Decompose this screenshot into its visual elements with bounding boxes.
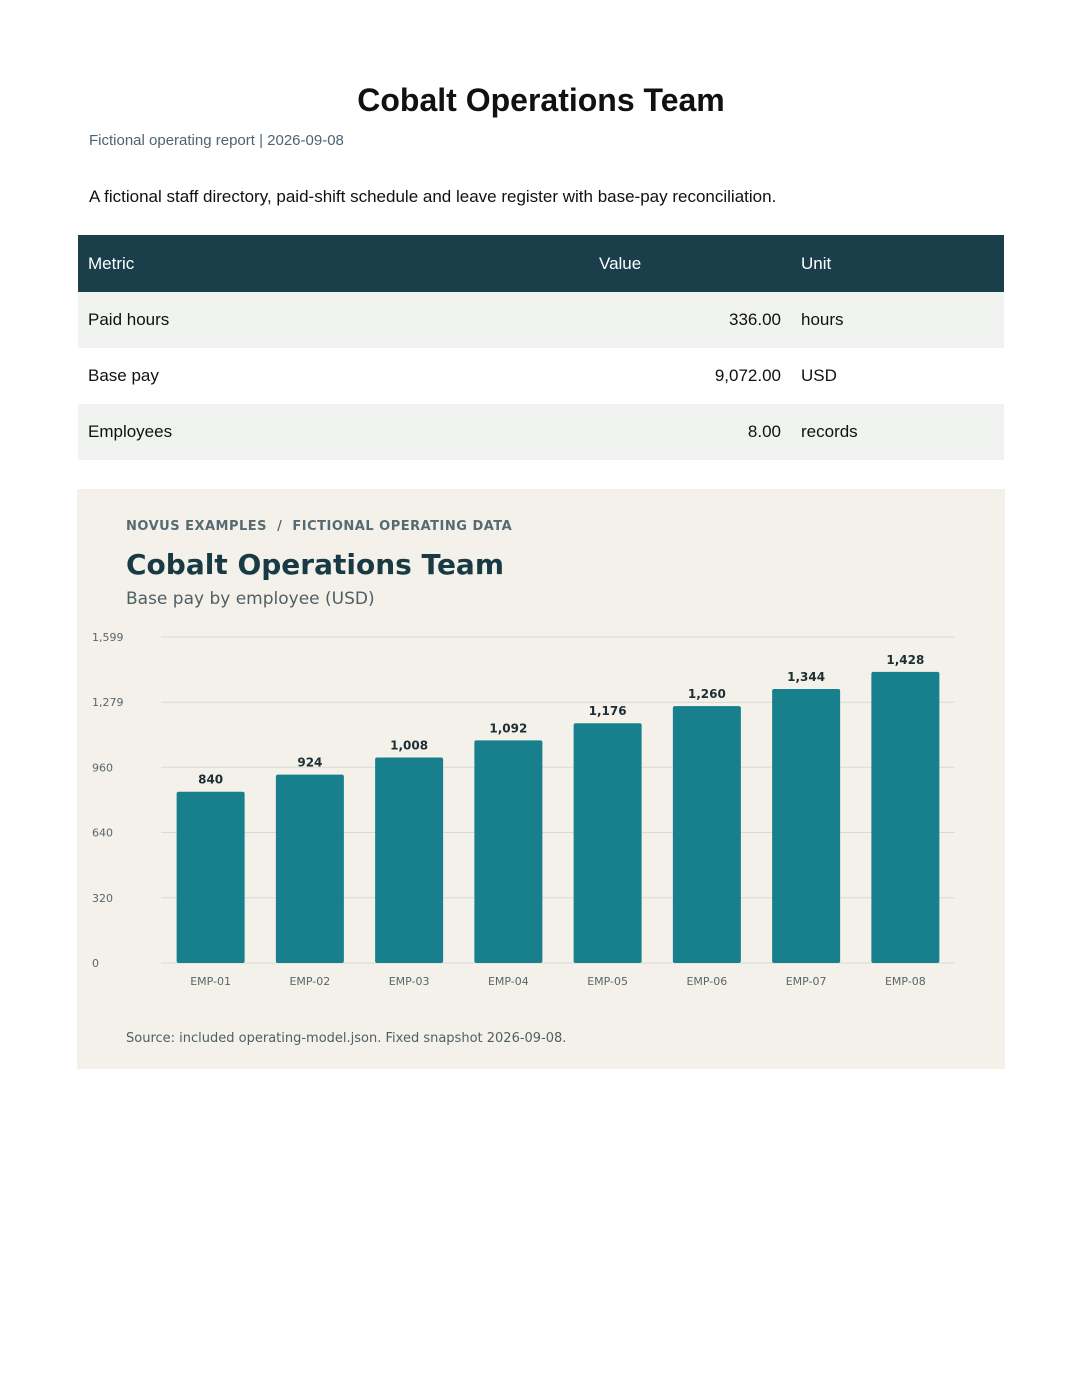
bar-emp-05	[574, 723, 642, 963]
x-axis-ticks	[190, 975, 926, 988]
y-tick-label: 960	[92, 761, 113, 775]
y-tick-label: 0	[92, 957, 99, 970]
bar-emp-02	[276, 775, 344, 963]
report-subtitle: Fictional operating report | 2026-09-08	[89, 132, 344, 149]
bar-value-label: 924	[297, 755, 323, 770]
header-unit: Unit	[791, 235, 1004, 292]
metrics-table	[78, 235, 1004, 460]
bar-emp-06	[673, 706, 741, 963]
header-metric: Metric	[78, 235, 583, 292]
y-axis-ticks	[92, 631, 124, 970]
bar-chart	[77, 489, 1005, 1069]
metric-unit: USD	[791, 348, 1004, 404]
metric-name: Employees	[78, 404, 583, 460]
bar-emp-04	[474, 740, 542, 963]
table-row	[78, 292, 1004, 348]
metric-value: 336.00	[583, 292, 791, 348]
x-tick-label: EMP-03	[388, 975, 430, 988]
metric-unit: hours	[791, 292, 1004, 348]
bar-value-label: 1,176	[588, 704, 627, 719]
metrics-header-row	[78, 235, 1004, 292]
bar-emp-03	[375, 757, 443, 963]
x-tick-label: EMP-04	[487, 975, 529, 988]
metric-unit: records	[791, 404, 1004, 460]
x-tick-label: EMP-08	[884, 975, 926, 988]
bar-emp-01	[177, 792, 245, 963]
bar-value-label: 1,260	[687, 687, 726, 702]
metric-value: 9,072.00	[583, 348, 791, 404]
y-tick-label: 1,599	[92, 631, 124, 644]
chart-source-note: Source: included operating-model.json. Fixed snapshot 2026-09-08.	[126, 1031, 567, 1046]
metric-name: Base pay	[78, 348, 583, 404]
x-tick-label: EMP-05	[587, 975, 629, 988]
metric-name: Paid hours	[78, 292, 583, 348]
metric-value: 8.00	[583, 404, 791, 460]
table-row	[78, 348, 1004, 404]
chart-title: Cobalt Operations Team	[126, 548, 504, 581]
chart-eyebrow: NOVUS EXAMPLES / FICTIONAL OPERATING DATA	[126, 519, 513, 534]
bar-value-label: 1,008	[390, 738, 429, 753]
x-tick-label: EMP-01	[190, 975, 232, 988]
bar-emp-07	[772, 689, 840, 963]
bar-emp-08	[871, 672, 939, 963]
y-tick-label: 640	[92, 826, 113, 840]
y-tick-label: 1,279	[92, 696, 124, 710]
bar-value-label: 840	[198, 772, 224, 787]
bar-value-label: 1,428	[886, 652, 925, 667]
x-tick-label: EMP-07	[785, 975, 827, 988]
bar-value-label: 1,344	[787, 669, 826, 684]
bar-value-label: 1,092	[489, 721, 528, 736]
chart-panel	[77, 489, 1005, 1069]
bars	[177, 669, 940, 963]
header-value: Value	[583, 235, 791, 292]
chart-subtitle: Base pay by employee (USD)	[126, 589, 375, 609]
page-title: Cobalt Operations Team	[357, 82, 725, 118]
y-tick-label: 320	[92, 891, 113, 905]
report-intro: A fictional staff directory, paid-shift schedule and leave register with base-pay reconciliation.	[89, 187, 777, 206]
table-row	[78, 404, 1004, 460]
x-tick-label: EMP-06	[686, 975, 728, 988]
x-tick-label: EMP-02	[289, 975, 331, 988]
